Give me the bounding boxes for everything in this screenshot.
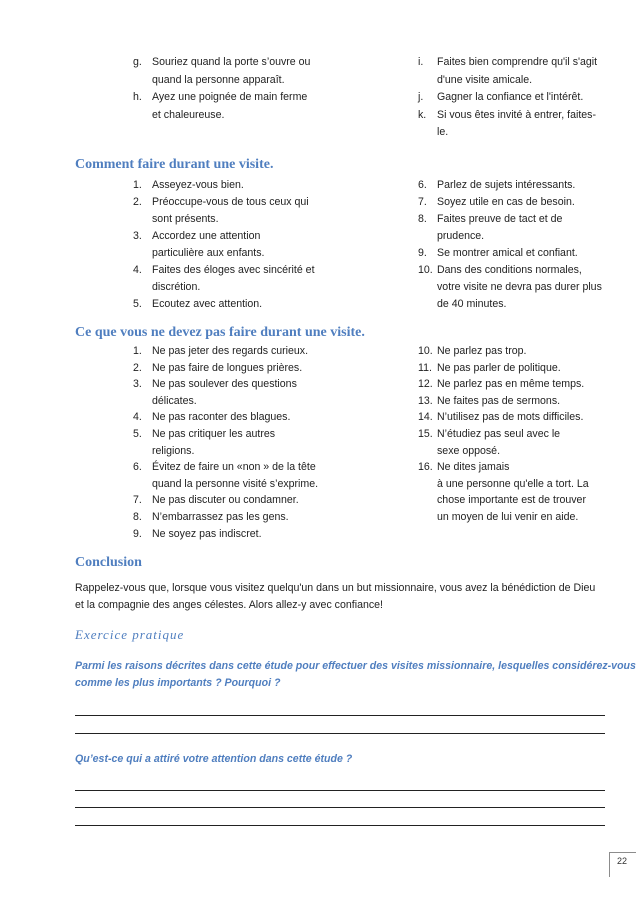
list-item-marker: 9. <box>133 527 142 540</box>
list-item-text: N’utilisez pas de mots difficiles. <box>437 411 584 424</box>
list-item-text: Asseyez-vous bien. <box>152 179 244 191</box>
list-item-text: votre visite ne devra pas durer plus <box>437 281 602 293</box>
list-item-text: un moyen de lui venir en aide. <box>437 511 579 523</box>
list-item-marker: 8. <box>133 511 142 523</box>
answer-line[interactable] <box>75 715 605 716</box>
list-item-text: le. <box>437 126 449 138</box>
list-item-marker: 3. <box>133 230 142 242</box>
list-item-marker: 1. <box>133 179 142 191</box>
list-item-text: Ayez une poignée de main ferme <box>152 91 308 103</box>
conclusion-heading: Conclusion <box>75 555 142 570</box>
list-item-text: Gagner la confiance et l'intérêt. <box>437 91 584 103</box>
list-item-text: discrétion. <box>152 281 201 293</box>
list-item-text: Évitez de faire un «non » de la tête <box>152 461 316 474</box>
list-item-marker: 7. <box>418 196 427 208</box>
conclusion-line-2: et la compagnie des anges célestes. Alors allez-y avec confiance! <box>75 599 383 611</box>
list-item-text: à une personne qu'elle a tort. La <box>437 477 589 490</box>
list-item-text: Parlez de sujets intéressants. <box>437 179 576 191</box>
list-item-text: Dans des conditions normales, <box>437 264 582 276</box>
list-item-marker: 9. <box>418 247 427 259</box>
list-item-marker: g. <box>133 56 142 68</box>
list-item-marker: 11. <box>418 361 432 374</box>
answer-line[interactable] <box>75 790 605 791</box>
list-item-marker: 13. <box>418 394 433 407</box>
list-item-text: quand la personne apparaît. <box>152 73 285 86</box>
list-item-text: et chaleureuse. <box>152 108 225 121</box>
list-item-text: Ne soyez pas indiscret. <box>152 527 262 540</box>
list-item-text: Faites des éloges avec sincérité et <box>152 264 315 276</box>
exercise-heading: Exercice pratique <box>75 627 185 642</box>
page-number: 22 <box>616 856 627 866</box>
list-item-text: Ne parlez pas trop. <box>437 345 527 357</box>
list-item-marker: 15. <box>418 428 433 440</box>
list-item-marker: j. <box>418 91 424 103</box>
list-item-marker: 8. <box>418 213 427 225</box>
list-item-text: Ne faites pas de sermons. <box>437 394 561 407</box>
question-1-line-1: Parmi les raisons décrites dans cette étude pour effectuer des visites missionnaire, lesquelles considérez-vous <box>75 660 636 672</box>
list-item-marker: 12. <box>418 378 433 391</box>
list-item-text: Se montrer amical et confiant. <box>437 247 578 259</box>
answer-line[interactable] <box>75 825 605 826</box>
list-item-marker: i. <box>418 56 424 68</box>
list-item-marker: 5. <box>133 298 142 310</box>
list-item-text: Si vous êtes invité à entrer, faites- <box>437 108 596 121</box>
list-item-text: Accordez une attention <box>152 230 261 242</box>
section-heading-comment-faire: Comment faire durant une visite. <box>75 157 274 172</box>
list-item-text: Ne pas raconter des blagues. <box>152 411 291 424</box>
answer-line[interactable] <box>75 807 605 808</box>
list-item-text: chose importante est de trouver <box>437 494 586 507</box>
question-1-line-2: comme les plus importants ? Pourquoi ? <box>75 677 281 689</box>
list-item-text: Faites bien comprendre qu'il s'agit <box>437 56 598 68</box>
section-heading-ne-pas-faire: Ce que vous ne devez pas faire durant une visite. <box>75 325 365 340</box>
list-item-marker: h. <box>133 91 142 103</box>
list-item-text: Préoccupe-vous de tous ceux qui <box>152 196 309 208</box>
list-item-text: Faites preuve de tact et de <box>437 213 563 225</box>
list-item-text: Ne pas discuter ou condamner. <box>152 494 299 507</box>
list-item-marker: k. <box>418 108 427 121</box>
list-item-text: délicates. <box>152 394 197 407</box>
list-item-text: prudence. <box>437 230 485 242</box>
list-item-marker: 7. <box>133 494 142 507</box>
list-item-text: quand la personne visité s’exprime. <box>152 477 319 490</box>
list-item-text: Ne pas soulever des questions <box>152 378 297 391</box>
list-item-text: N’étudiez pas seul avec le <box>437 428 561 440</box>
conclusion-line-1: Rappelez-vous que, lorsque vous visitez quelqu'un dans un but missionnaire, vous avez la bénédiction de Dieu <box>75 582 596 594</box>
list-item-text: sont présents. <box>152 213 219 225</box>
list-item-marker: 4. <box>133 264 142 276</box>
list-item-marker: 2. <box>133 361 142 374</box>
list-item-marker: 16. <box>418 461 433 474</box>
list-item-marker: 3. <box>133 378 142 391</box>
list-item-text: Ne pas parler de politique. <box>437 361 561 374</box>
list-item-marker: 5. <box>133 428 142 440</box>
list-item-marker: 10. <box>418 345 433 357</box>
list-item-text: Ecoutez avec attention. <box>152 298 263 310</box>
list-item-text: Soyez utile en cas de besoin. <box>437 196 575 208</box>
list-item-marker: 14. <box>418 411 433 424</box>
list-item-text: particulière aux enfants. <box>152 247 265 259</box>
list-item-marker: 2. <box>133 196 142 208</box>
list-item-text: de 40 minutes. <box>437 298 507 310</box>
list-item-marker: 1. <box>133 345 142 357</box>
list-item-text: Ne parlez pas en même temps. <box>437 378 585 391</box>
list-item-marker: 10. <box>418 264 433 276</box>
list-item-text: Ne dites jamais <box>437 461 510 474</box>
list-item-text: d'une visite amicale. <box>437 73 533 86</box>
list-item-text: N’embarrassez pas les gens. <box>152 511 289 523</box>
answer-line[interactable] <box>75 733 605 734</box>
list-item-text: Ne pas critiquer les autres <box>152 428 276 440</box>
list-item-text: religions. <box>152 444 195 457</box>
list-item-marker: 6. <box>418 179 427 191</box>
list-item-text: Ne pas faire de longues prières. <box>152 361 303 374</box>
list-item-marker: 6. <box>133 461 142 474</box>
list-item-text: Ne pas jeter des regards curieux. <box>152 345 309 357</box>
list-item-text: Souriez quand la porte s’ouvre ou <box>152 56 311 68</box>
list-item-text: sexe opposé. <box>437 444 501 457</box>
question-2: Qu’est-ce qui a attiré votre attention dans cette étude ? <box>75 753 353 765</box>
list-item-marker: 4. <box>133 411 142 424</box>
